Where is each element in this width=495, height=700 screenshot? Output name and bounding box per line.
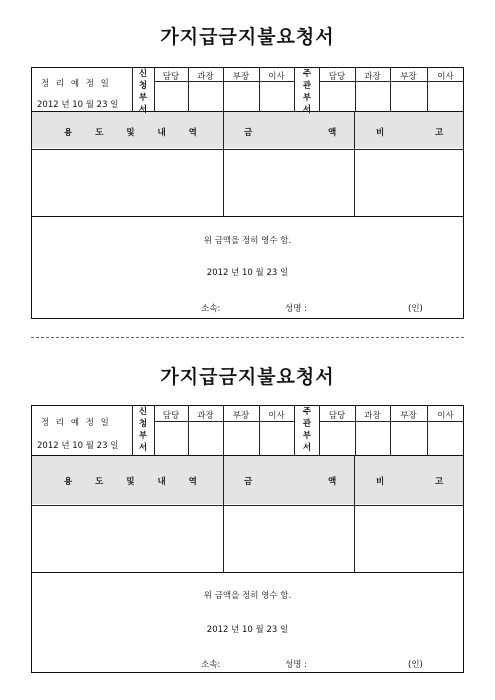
approval-dept-head-2: 부장 — [400, 411, 417, 421]
approval-section-chief-2: 과장 — [364, 411, 381, 421]
cut-line — [31, 337, 464, 338]
col-note-2: 고 — [435, 477, 444, 487]
approval-staff: 담당 — [162, 72, 180, 82]
col-usage: 용 도 및 내 역 — [64, 128, 197, 138]
settle-date-label: 정 리 예 정 일 — [41, 418, 111, 428]
receipt-date: 2012 년 10 월 23 일 — [206, 625, 289, 635]
settle-date-value: 2012 년 10 월 23 일 — [37, 441, 119, 451]
approval-director-2: 이사 — [437, 72, 454, 82]
form-title: 가지급금지불요청서 — [160, 26, 335, 48]
approval-section-chief-2: 과장 — [364, 72, 381, 82]
col-amount-1: 금 — [244, 477, 253, 487]
col-note-2: 고 — [435, 128, 444, 138]
approval-director-2: 이사 — [437, 411, 454, 421]
approval-director: 이사 — [268, 72, 285, 82]
approval-director: 이사 — [268, 411, 285, 421]
col-usage: 용 도 및 내 역 — [64, 477, 197, 487]
approval-staff-2: 담당 — [328, 72, 346, 82]
payment-request-form-2: 가지급금지불요청서 정 리 예 정 일 2012 년 10 월 23 일 신 청 부 서 담당 과장 부장 이사 주 관 부 서 담당 과장 부장 이사 용 도 및 내 역 금 액 비 고 위 금액을 정히 영수 함. 2012 년 10 월 23 일 소속: 성명 : (인) — [0, 357, 495, 692]
approval-section-chief: 과장 — [197, 411, 214, 421]
receipt-date: 2012 년 10 월 23 일 — [206, 268, 289, 278]
name-label: 성명 : — [285, 304, 307, 314]
receipt-text: 위 금액을 정히 영수 함. — [203, 591, 292, 601]
settle-date-label: 정 리 예 정 일 — [41, 79, 111, 89]
receipt-text: 위 금액을 정히 영수 함. — [203, 236, 292, 246]
col-amount-1: 금 — [244, 128, 253, 138]
approval-dept-head: 부장 — [232, 72, 250, 82]
payment-request-form-1: 가지급금지불요청서 정 리 예 정 일 2012 년 10 월 23 일 신 청 부 서 담당 과장 부장 이사 주 관 부 서 담당 과장 부장 이사 용 도 및 내 역 금 액 비 고 위 금액을 정히 영수 함. 2012 년 10 월 23 일 소속: 성명 : (인) — [0, 0, 495, 335]
settle-date-value: 2012 년 10 월 23 일 — [37, 100, 119, 110]
approval-staff: 담당 — [162, 411, 180, 421]
col-amount-2: 액 — [328, 128, 337, 138]
form-title: 가지급금지불요청서 — [160, 366, 335, 388]
seal-label: (인) — [408, 304, 423, 314]
approval-section-chief: 과장 — [197, 72, 214, 82]
col-note-1: 비 — [376, 477, 385, 487]
affiliation-label: 소속: — [201, 304, 221, 314]
col-note-1: 비 — [376, 128, 385, 138]
approval-dept-head-2: 부장 — [400, 72, 417, 82]
col-amount-2: 액 — [328, 477, 337, 487]
approval-staff-2: 담당 — [328, 411, 346, 421]
affiliation-label: 소속: — [201, 660, 221, 670]
name-label: 성명 : — [285, 660, 307, 670]
approval-dept-head: 부장 — [232, 411, 250, 421]
seal-label: (인) — [408, 660, 423, 670]
